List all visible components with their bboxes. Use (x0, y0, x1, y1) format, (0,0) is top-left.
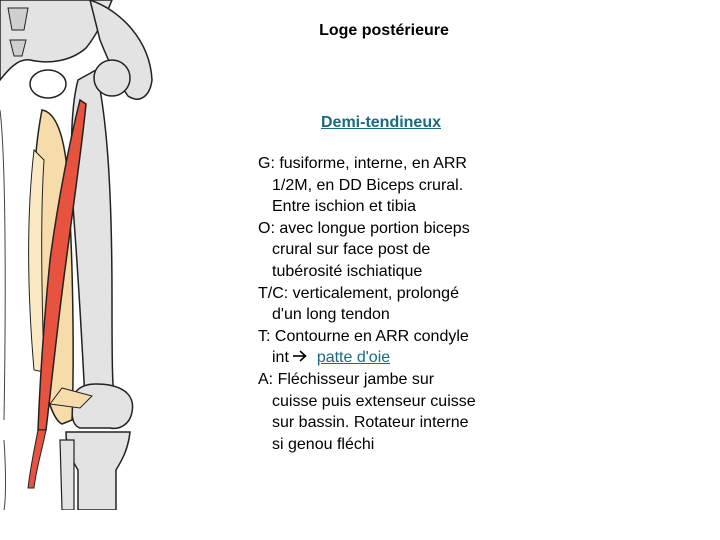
description-line: G: fusiforme, interne, en ARR (258, 155, 467, 172)
red-tendon (28, 430, 46, 488)
description-line: T: Contourne en ARR condyle (258, 327, 469, 345)
obturator-foramen (30, 70, 66, 98)
description-line: d'un long tendon (272, 306, 390, 324)
description-line: A: Fléchisseur jambe sur (258, 370, 435, 388)
tan-muscle-slip (29, 150, 44, 372)
description-line: O: avec longue portion biceps (258, 219, 470, 237)
fibula-bone (60, 440, 74, 510)
description-line: crural sur face post de (272, 241, 431, 259)
patte-doie-link[interactable]: patte d'oie (316, 349, 391, 367)
thigh-muscle-illustration (0, 0, 160, 510)
description-line: cuisse puis extenseur cuisse (272, 392, 476, 410)
tibia-bone (66, 432, 130, 510)
description-line: 1/2M, en DD Biceps crural. (272, 176, 464, 194)
left-edge-outline (0, 110, 6, 510)
description-line-with-link (258, 347, 518, 369)
slide-title: Loge postérieure (319, 22, 449, 39)
description-line: Entre ischion et tibia (272, 198, 417, 216)
description-line: tubérosité ischiatique (272, 262, 423, 280)
description-line-prefix: int (272, 349, 289, 367)
femoral-head (94, 60, 130, 96)
muscle-description (258, 153, 518, 455)
description-line: T/C: verticalement, prolongé (258, 284, 459, 302)
description-line: si genou fléchi (272, 435, 375, 453)
arrow-right-icon (293, 350, 307, 362)
muscle-name-link[interactable]: Demi-tendineux (320, 114, 441, 131)
description-line: sur bassin. Rotateur interne (272, 414, 469, 432)
